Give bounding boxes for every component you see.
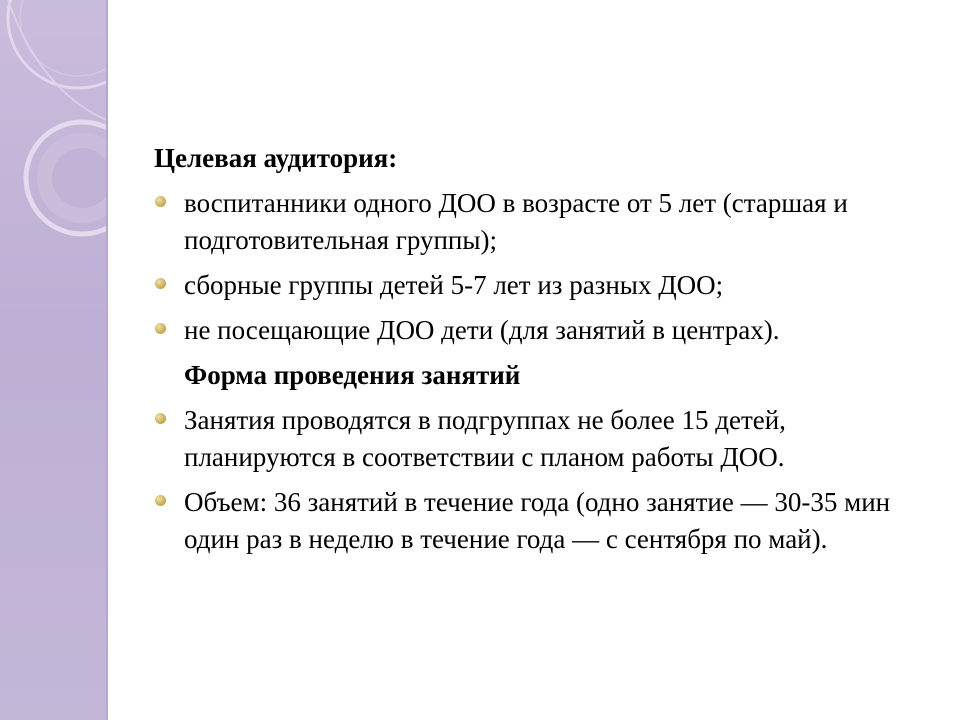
slide-content xyxy=(154,140,934,566)
form-item xyxy=(154,402,934,476)
bullet-dot-icon xyxy=(155,413,166,424)
bullet-dot-icon xyxy=(155,323,166,334)
audience-item xyxy=(154,312,934,349)
audience-item-text: воспитанники одного ДОО в возрасте от 5 лет (старшая и подготовительная группы); xyxy=(184,188,848,255)
form-item-text: Занятия проводятся в подгруппах не более 15 детей, планируются в соответствии с планом работы ДОО. xyxy=(184,405,786,472)
audience-item xyxy=(154,267,934,304)
band-divider xyxy=(106,0,108,720)
audience-item-text: не посещающие ДОО дети (для занятий в центрах). xyxy=(184,315,780,345)
form-item-text: Объем: 36 занятий в течение года (одно занятие — 30-35 мин один раз в неделю в течение года — с сентября по май). xyxy=(184,487,891,554)
bullet-dot-icon xyxy=(155,495,166,506)
bullet-dot-icon xyxy=(155,278,166,289)
form-heading: Форма проведения занятий xyxy=(184,360,521,390)
audience-item xyxy=(154,185,934,259)
audience-item-text: сборные группы детей 5-7 лет из разных ДОО; xyxy=(184,270,724,300)
form-item xyxy=(154,484,934,558)
decorative-left-band xyxy=(0,0,106,720)
audience-heading: Целевая аудитория: xyxy=(154,143,398,173)
bullet-dot-icon xyxy=(155,196,166,207)
decorative-circles-graphic xyxy=(0,0,106,720)
